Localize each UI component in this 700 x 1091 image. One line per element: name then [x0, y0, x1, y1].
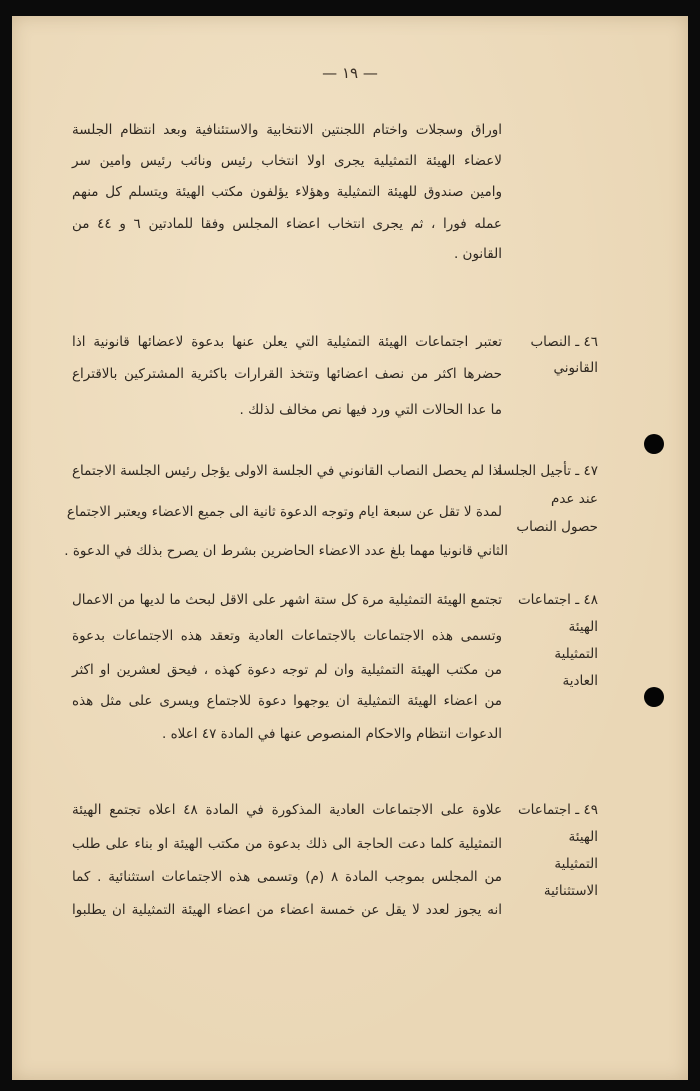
- article-49-margin-title: الهيئة: [568, 829, 598, 845]
- intro-line: القانون .: [453, 246, 502, 262]
- article-48-margin-title: العادية: [562, 673, 598, 689]
- article-47-margin-title: عند عدم: [550, 491, 598, 507]
- article-46-margin-title: القانوني: [553, 360, 598, 376]
- intro-line: وامين صندوق للهيئة التمثيلية وهؤلاء يؤلفون مكتب الهيئة ويتسلم كل منهم: [72, 184, 502, 200]
- article-48-margin-title: الهيئة: [568, 619, 598, 635]
- article-47-line: الثاني قانونيا مهما بلغ عدد الاعضاء الحاضرين بشرط ان يصرح بذلك في الدعوة .: [64, 543, 508, 559]
- article-49-margin-title: الاستثنائية: [543, 883, 598, 899]
- article-46-line: ما عدا الحالات التي ورد فيها نص مخالف لذلك .: [239, 402, 502, 418]
- punch-hole: [644, 434, 664, 454]
- article-46-margin-title: ٤٦ ـ النصاب: [530, 334, 598, 350]
- article-47-margin-title: ٤٧ ـ تأجيل الجلسة: [495, 463, 598, 479]
- article-48-line: تجتمع الهيئة التمثيلية مرة كل ستة اشهر على الاقل لبحث ما لديها من الاعمال: [72, 592, 502, 608]
- intro-line: عمله فورا ، ثم يجرى انتخاب اعضاء المجلس وفقا للمادتين ٦ و ٤٤ من: [72, 216, 502, 232]
- article-49-line: علاوة على الاجتماعات العادية المذكورة في المادة ٤٨ اعلاه تجتمع الهيئة: [72, 802, 502, 818]
- intro-line: لاعضاء الهيئة التمثيلية يجرى اولا انتخاب رئيس ونائب رئيس وامين سر: [72, 153, 502, 169]
- article-48-margin-title: ٤٨ ـ اجتماعات: [517, 592, 598, 608]
- article-46-line: حضرها اكثر من نصف اعضائها وتتخذ القرارات باكثرية المشتركين بالاقتراع: [72, 366, 502, 382]
- document-page: [12, 16, 688, 1080]
- punch-hole: [644, 687, 664, 707]
- article-49-line: من المجلس بموجب المادة ٨ (م) وتسمى هذه الاجتماعات استثنائية . كما: [72, 869, 502, 885]
- article-48-line: من اعضاء الهيئة التمثيلية ان يوجهوا دعوة للاجتماع ويسرى على مثل هذه: [72, 693, 502, 709]
- article-49-margin-title: ٤٩ ـ اجتماعات: [517, 802, 598, 818]
- article-47-margin-title: حصول النصاب: [516, 519, 598, 535]
- page-number: — ١٩ —: [322, 64, 378, 82]
- article-47-line: اذا لم يحصل النصاب القانوني في الجلسة الاولى يؤجل رئيس الجلسة الاجتماع: [72, 463, 502, 479]
- article-49-line: انه يجوز لعدد لا يقل عن خمسة اعضاء من اعضاء الهيئة التمثيلية ان يطلبوا: [72, 902, 502, 918]
- article-49-margin-title: التمثيلية: [554, 856, 598, 872]
- article-47-line: لمدة لا تقل عن سبعة ايام وتوجه الدعوة ثانية الى جميع الاعضاء ويعتبر الاجتماع: [66, 504, 502, 520]
- article-48-line: الدعوات انتظام والاحكام المنصوص عنها في المادة ٤٧ اعلاه .: [162, 726, 502, 742]
- intro-line: اوراق وسجلات واختام اللجنتين الانتخابية والاستئنافية وبعد انتظام الجلسة: [72, 122, 502, 138]
- article-48-line: من مكتب الهيئة التمثيلية وان لم توجه دعوة كهذه ، فيحق لعشرين او اكثر: [72, 662, 502, 678]
- article-48-line: وتسمى هذه الاجتماعات بالاجتماعات العادية وتعقد هذه الاجتماعات بدعوة: [72, 628, 502, 644]
- article-49-line: التمثيلية كلما دعت الحاجة الى ذلك بدعوة من مكتب الهيئة او بناء على طلب: [72, 836, 502, 852]
- article-48-margin-title: التمثيلية: [554, 646, 598, 662]
- article-46-line: تعتبر اجتماعات الهيئة التمثيلية التي يعلن عنها بدعوة لاعضائها قانونية اذا: [72, 334, 502, 350]
